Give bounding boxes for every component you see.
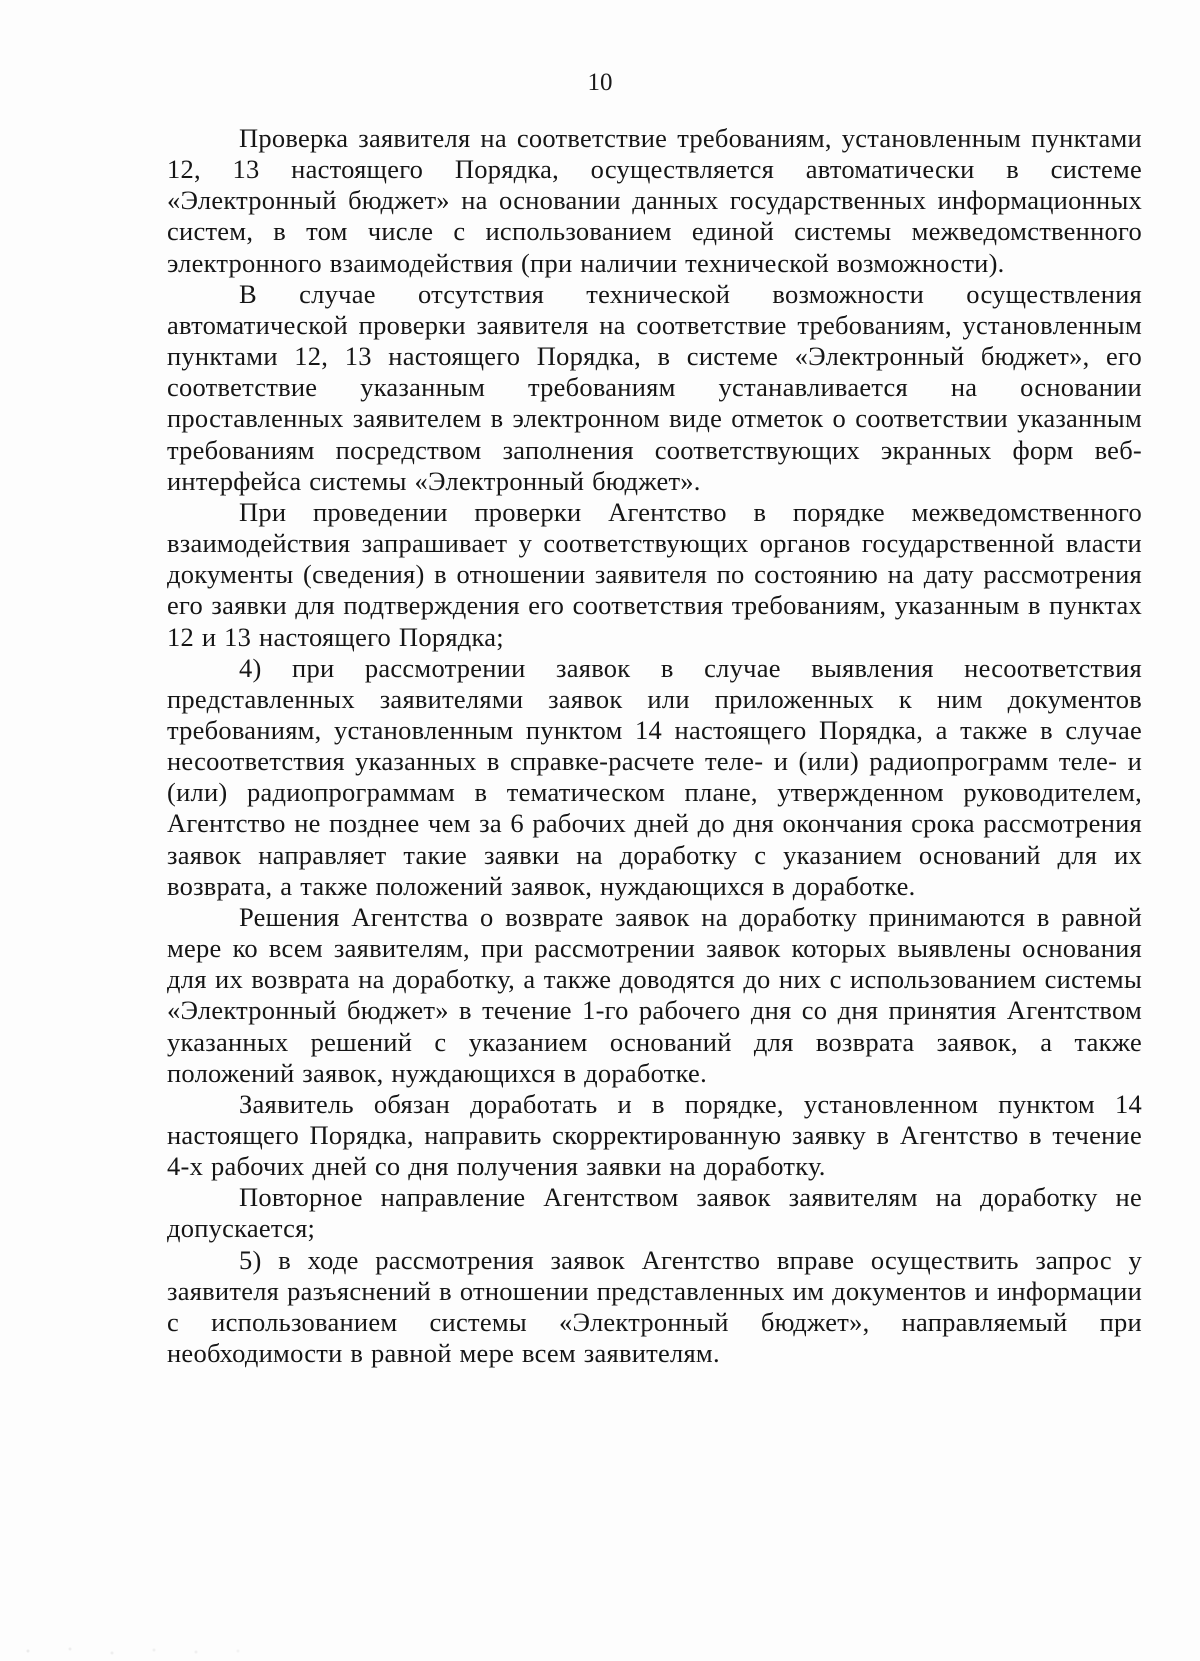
paragraph-item-4-return-for-revision: 4) при рассмотрении заявок в случае выявления несоответствия представленных заявителями заявок или приложенных к ним документов требованиям, установленным пунктом 14 настоящего Порядка, а также в случае несоответствия указанных в справке-расчете теле- и (или) радиопрограмм теле- и (или) радиопрограммам в тематическом плане, утвержденном руководителем, Агентство не позднее чем за 6 рабочих дней до дня окончания срока рассмотрения заявок направляет такие заявки на доработку с указанием оснований для их возврата, а также положений заявок, нуждающихся в доработке. (167, 652, 1142, 901)
paragraph-interagency-request: При проведении проверки Агентство в порядке межведомственного взаимодействия запрашивает у соответствующих органов государственной власти документы (сведения) в отношении заявителя по состоянию на дату рассмотрения его заявки для подтверждения его соответствия требованиям, указанным в пунктах 12 и 13 настоящего Порядка; (167, 496, 1142, 652)
page-number: 10 (587, 69, 613, 96)
paragraph-repeat-not-allowed: Повторное направление Агентством заявок заявителям на доработку не допускается; (167, 1182, 1142, 1244)
document-body (167, 123, 1142, 1369)
scan-artifact (0, 1641, 280, 1661)
paragraph-automatic-check: Проверка заявителя на соответствие требованиям, установленным пунктами 12, 13 настоящего Порядка, осуществляется автоматически в системе «Электронный бюджет» на основании данных государственных информационных систем, в том числе с использованием единой системы межведомственного электронного взаимодействия (при наличии технической возможности). (167, 123, 1142, 278)
paragraph-applicant-obligation: Заявитель обязан доработать и в порядке, установленном пунктом 14 настоящего Порядка, направить скорректированную заявку в Агентство в течение 4-х рабочих дней со дня получения заявки на доработку. (167, 1088, 1142, 1182)
paragraph-item-5-clarification-request: 5) в ходе рассмотрения заявок Агентство вправе осуществить запрос у заявителя разъяснений в отношении представленных им документов и информации с использованием системы «Электронный бюджет», направляемый при необходимости в равной мере всем заявителям. (167, 1244, 1142, 1369)
paragraph-agency-decisions: Решения Агентства о возврате заявок на доработку принимаются в равной мере ко всем заявителям, при рассмотрении заявок которых выявлены основания для их возврата на доработку, а также доводятся до них с использованием системы «Электронный бюджет» в течение 1-го рабочего дня со дня принятия Агентством указанных решений с указанием оснований для возврата заявок, а также положений заявок, нуждающихся в доработке. (167, 901, 1142, 1088)
paragraph-no-technical-possibility: В случае отсутствия технической возможности осуществления автоматической проверки заявителя на соответствие требованиям, установленным пунктами 12, 13 настоящего Порядка, в системе «Электронный бюджет», его соответствие указанным требованиям устанавливается на основании проставленных заявителем в электронном виде отметок о соответствии указанным требованиям посредством заполнения соответствующих экранных форм веб-интерфейса системы «Электронный бюджет». (167, 278, 1142, 496)
